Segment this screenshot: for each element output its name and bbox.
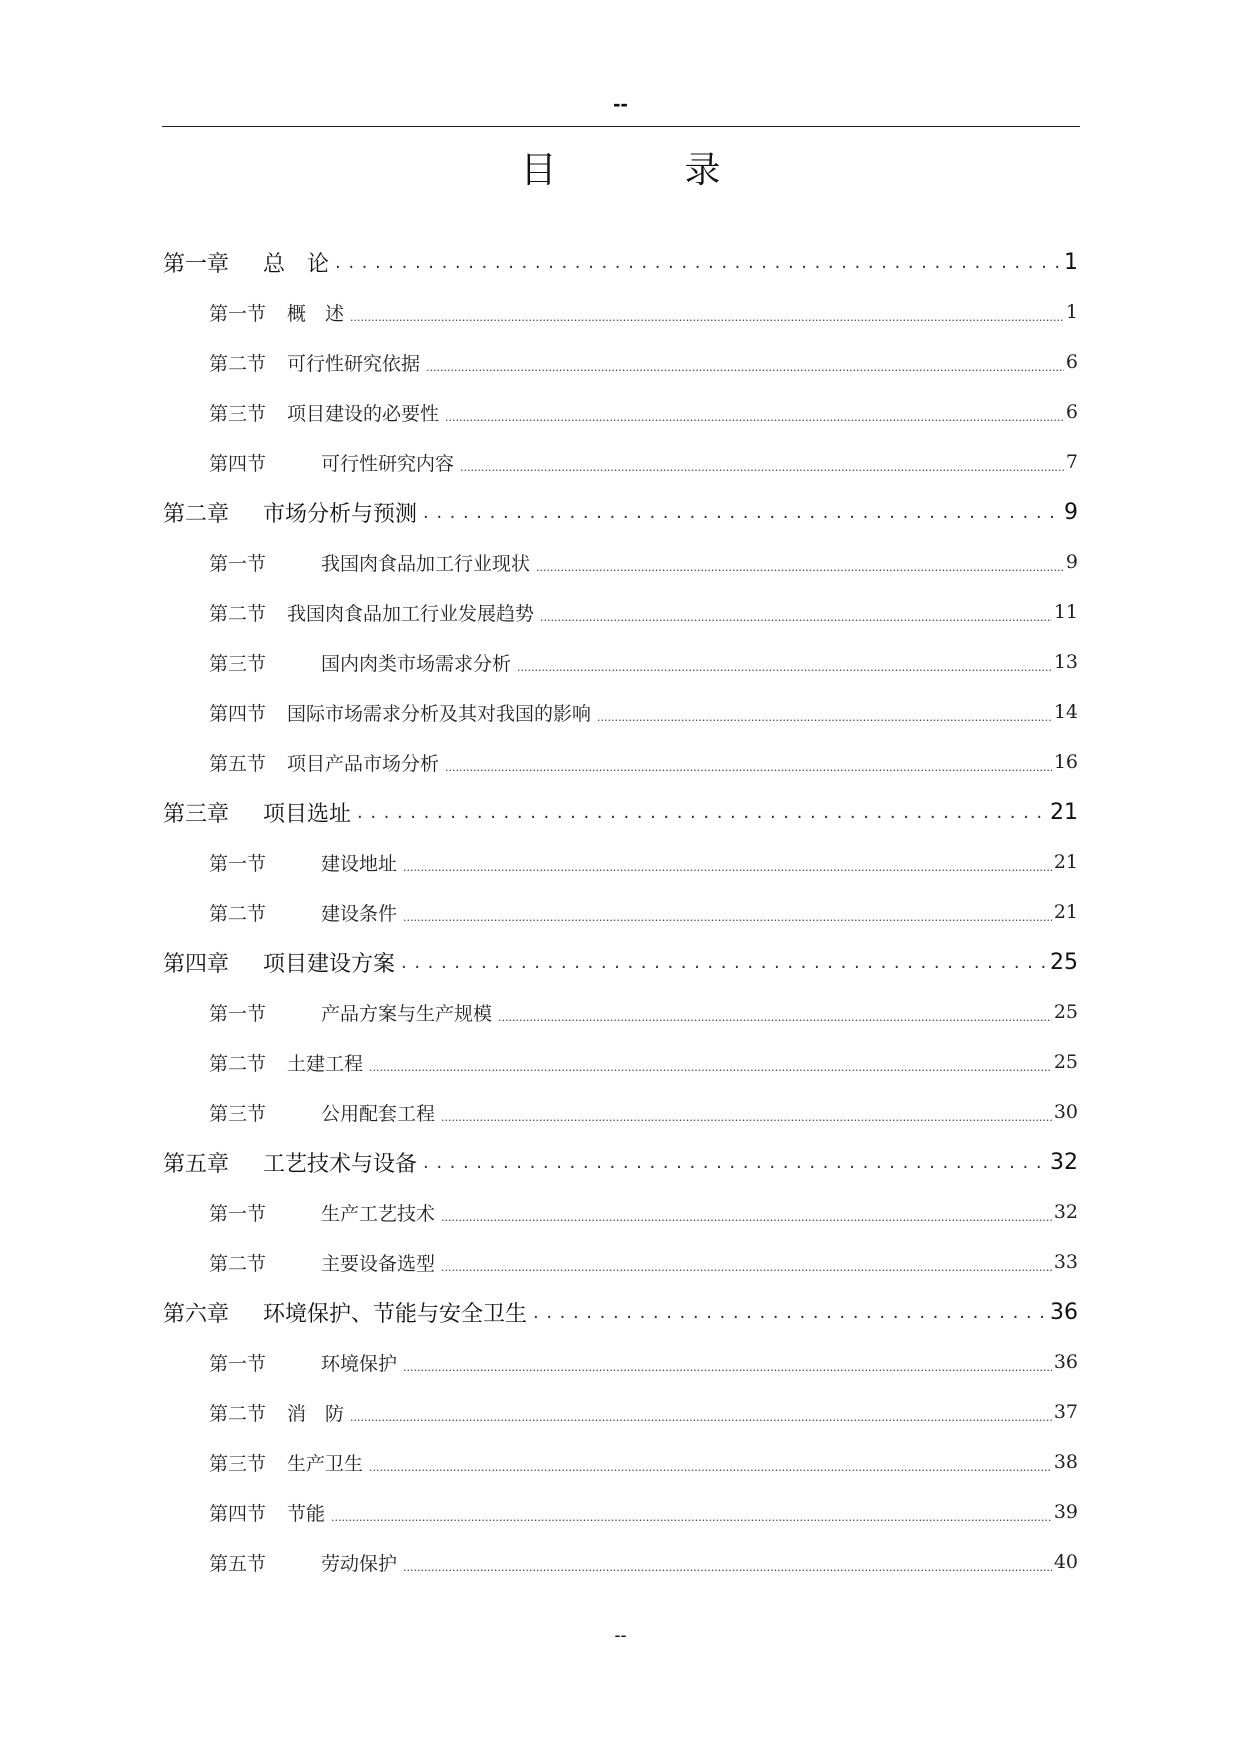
toc-dot-leader: [540, 611, 1052, 637]
toc-title: 目录: [520, 150, 849, 191]
toc-entry-title: 总 论: [263, 251, 330, 277]
toc-dot-leader: [445, 411, 1064, 437]
toc-entry-page: 9: [1064, 499, 1078, 525]
toc-dot-leader: [350, 1411, 1052, 1437]
toc-entry-number: 第一章: [163, 251, 230, 277]
toc-section-entry[interactable]: [163, 1037, 1078, 1087]
toc-entry-number: 第一节: [209, 1002, 267, 1025]
toc-entry-number: 第六章: [163, 1301, 230, 1327]
toc-section-entry[interactable]: [163, 637, 1078, 687]
toc-dot-leader: [357, 802, 1048, 823]
toc-entry-page: 25: [1050, 949, 1078, 975]
toc-dot-leader: [350, 311, 1064, 337]
toc-entry-title: 土建工程: [287, 1052, 364, 1075]
toc-entry-page: 21: [1053, 851, 1078, 873]
toc-dot-leader: [401, 952, 1048, 973]
toc-section-entry[interactable]: [163, 1387, 1078, 1437]
toc-entry-page: 37: [1053, 1401, 1078, 1423]
toc-entry-title: 主要设备选型: [321, 1252, 436, 1275]
toc-entry-number: 第一节: [209, 852, 267, 875]
toc-entry-title: 我国肉食品加工行业发展趋势: [287, 602, 535, 625]
toc-dot-leader: [441, 1261, 1052, 1287]
toc-entry-page: 6: [1065, 401, 1078, 423]
toc-entry-title: 劳动保护: [321, 1552, 398, 1575]
toc-entry-title: 工艺技术与设备: [263, 1151, 418, 1177]
toc-entry-title: 消 防: [287, 1402, 345, 1425]
toc-entry-number: 第三节: [209, 1452, 267, 1475]
toc-dot-leader: [426, 361, 1064, 387]
toc-chapter-entry[interactable]: [163, 487, 1078, 537]
toc-entry-title: 可行性研究内容: [321, 452, 455, 475]
footer-mark: --: [614, 1625, 627, 1645]
toc-entry-page: 1: [1064, 249, 1078, 275]
toc-dot-leader: [403, 1561, 1052, 1587]
toc-entry-number: 第二节: [209, 352, 267, 375]
toc-section-entry[interactable]: [163, 537, 1078, 587]
toc-entry-title: 建设地址: [321, 852, 398, 875]
toc-section-entry[interactable]: [163, 1537, 1078, 1587]
toc-entry-number: 第二节: [209, 602, 267, 625]
toc-entry-number: 第三节: [209, 402, 267, 425]
toc-entry-page: 11: [1053, 601, 1078, 623]
toc-entry-number: 第三节: [209, 1102, 267, 1125]
toc-entry-number: 第二节: [209, 902, 267, 925]
toc-section-entry[interactable]: [163, 887, 1078, 937]
toc-entry-title: 产品方案与生产规模: [321, 1002, 493, 1025]
toc-entry-number: 第四节: [209, 452, 267, 475]
toc-entry-number: 第二节: [209, 1402, 267, 1425]
toc-section-entry[interactable]: [163, 687, 1078, 737]
toc-entry-title: 项目选址: [263, 801, 352, 827]
toc-dot-leader: [403, 911, 1052, 937]
toc-entry-number: 第四节: [209, 1502, 267, 1525]
toc-dot-leader: [335, 252, 1062, 273]
toc-section-entry[interactable]: [163, 1087, 1078, 1137]
toc-dot-leader: [369, 1061, 1052, 1087]
toc-entry-page: 32: [1050, 1149, 1078, 1175]
toc-dot-leader: [445, 761, 1052, 787]
toc-entry-page: 9: [1065, 551, 1078, 573]
toc-entry-page: 7: [1065, 451, 1078, 473]
toc-section-entry[interactable]: [163, 1237, 1078, 1287]
toc-dot-leader: [423, 502, 1062, 523]
toc-chapter-entry[interactable]: [163, 1137, 1078, 1187]
toc-entry-page: 36: [1053, 1351, 1078, 1373]
toc-entry-page: 32: [1053, 1201, 1078, 1223]
toc-entry-number: 第五章: [163, 1151, 230, 1177]
toc-entry-page: 39: [1053, 1501, 1078, 1523]
toc-entry-title: 国内肉类市场需求分析: [321, 652, 512, 675]
toc-entry-number: 第一节: [209, 552, 267, 575]
toc-dot-leader: [597, 711, 1052, 737]
toc-entry-title: 环境保护: [321, 1352, 398, 1375]
toc-entry-title: 生产卫生: [287, 1452, 364, 1475]
toc-entry-number: 第二节: [209, 1052, 267, 1075]
toc-entry-page: 40: [1053, 1551, 1078, 1573]
toc-section-entry[interactable]: [163, 587, 1078, 637]
header-mark: --: [613, 91, 628, 116]
toc-section-entry[interactable]: [163, 987, 1078, 1037]
toc-dot-leader: [498, 1011, 1052, 1037]
toc-entry-number: 第二节: [209, 1252, 267, 1275]
toc-entry-number: 第一节: [209, 302, 267, 325]
toc-chapter-entry[interactable]: [163, 937, 1078, 987]
toc-section-entry[interactable]: [163, 1337, 1078, 1387]
toc-entry-title: 国际市场需求分析及其对我国的影响: [287, 702, 592, 725]
table-of-contents: [163, 237, 1078, 1587]
toc-section-entry[interactable]: [163, 837, 1078, 887]
toc-entry-title: 项目建设方案: [263, 951, 396, 977]
toc-entry-page: 30: [1053, 1101, 1078, 1123]
toc-dot-leader: [403, 861, 1052, 887]
toc-entry-page: 13: [1053, 651, 1078, 673]
toc-chapter-entry[interactable]: [163, 1287, 1078, 1337]
toc-entry-page: 21: [1050, 799, 1078, 825]
toc-entry-number: 第四章: [163, 951, 230, 977]
toc-dot-leader: [423, 1152, 1048, 1173]
toc-section-entry[interactable]: [163, 737, 1078, 787]
toc-entry-page: 6: [1065, 351, 1078, 373]
toc-entry-page: 36: [1050, 1299, 1078, 1325]
toc-entry-number: 第一节: [209, 1202, 267, 1225]
toc-entry-number: 第二章: [163, 501, 230, 527]
toc-section-entry[interactable]: [163, 1487, 1078, 1537]
toc-section-entry[interactable]: [163, 1437, 1078, 1487]
toc-entry-page: 16: [1053, 751, 1078, 773]
toc-entry-page: 25: [1053, 1051, 1078, 1073]
toc-entry-title: 市场分析与预测: [263, 501, 418, 527]
toc-entry-title: 项目产品市场分析: [287, 752, 440, 775]
toc-entry-number: 第三章: [163, 801, 230, 827]
toc-entry-page: 38: [1053, 1451, 1078, 1473]
toc-chapter-entry[interactable]: [163, 787, 1078, 837]
toc-dot-leader: [536, 561, 1064, 587]
toc-entry-number: 第五节: [209, 752, 267, 775]
toc-entry-number: 第一节: [209, 1352, 267, 1375]
toc-entry-page: 14: [1053, 701, 1078, 723]
toc-section-entry[interactable]: [163, 387, 1078, 437]
toc-entry-page: 21: [1053, 901, 1078, 923]
toc-chapter-entry[interactable]: [163, 237, 1078, 287]
toc-entry-page: 25: [1053, 1001, 1078, 1023]
toc-section-entry[interactable]: [163, 1187, 1078, 1237]
toc-entry-title: 公用配套工程: [321, 1102, 436, 1125]
toc-entry-title: 概 述: [287, 302, 345, 325]
toc-dot-leader: [441, 1211, 1052, 1237]
toc-entry-title: 节能: [287, 1502, 326, 1525]
toc-entry-page: 1: [1065, 301, 1078, 323]
toc-dot-leader: [460, 461, 1064, 487]
toc-entry-title: 项目建设的必要性: [287, 402, 440, 425]
toc-dot-leader: [403, 1361, 1052, 1387]
toc-dot-leader: [331, 1511, 1052, 1537]
toc-entry-number: 第三节: [209, 652, 267, 675]
toc-dot-leader: [369, 1461, 1052, 1487]
toc-entry-number: 第五节: [209, 1552, 267, 1575]
toc-dot-leader: [441, 1111, 1052, 1137]
toc-entry-title: 环境保护、节能与安全卫生: [263, 1301, 528, 1327]
toc-entry-title: 我国肉食品加工行业现状: [321, 552, 531, 575]
toc-entry-title: 可行性研究依据: [287, 352, 421, 375]
toc-entry-page: 33: [1053, 1251, 1078, 1273]
toc-dot-leader: [517, 661, 1052, 687]
toc-entry-number: 第四节: [209, 702, 267, 725]
toc-section-entry[interactable]: [163, 287, 1078, 337]
header-rule: [162, 126, 1080, 127]
toc-section-entry[interactable]: [163, 437, 1078, 487]
toc-dot-leader: [533, 1302, 1048, 1323]
toc-entry-title: 生产工艺技术: [321, 1202, 436, 1225]
toc-entry-title: 建设条件: [321, 902, 398, 925]
toc-section-entry[interactable]: [163, 337, 1078, 387]
